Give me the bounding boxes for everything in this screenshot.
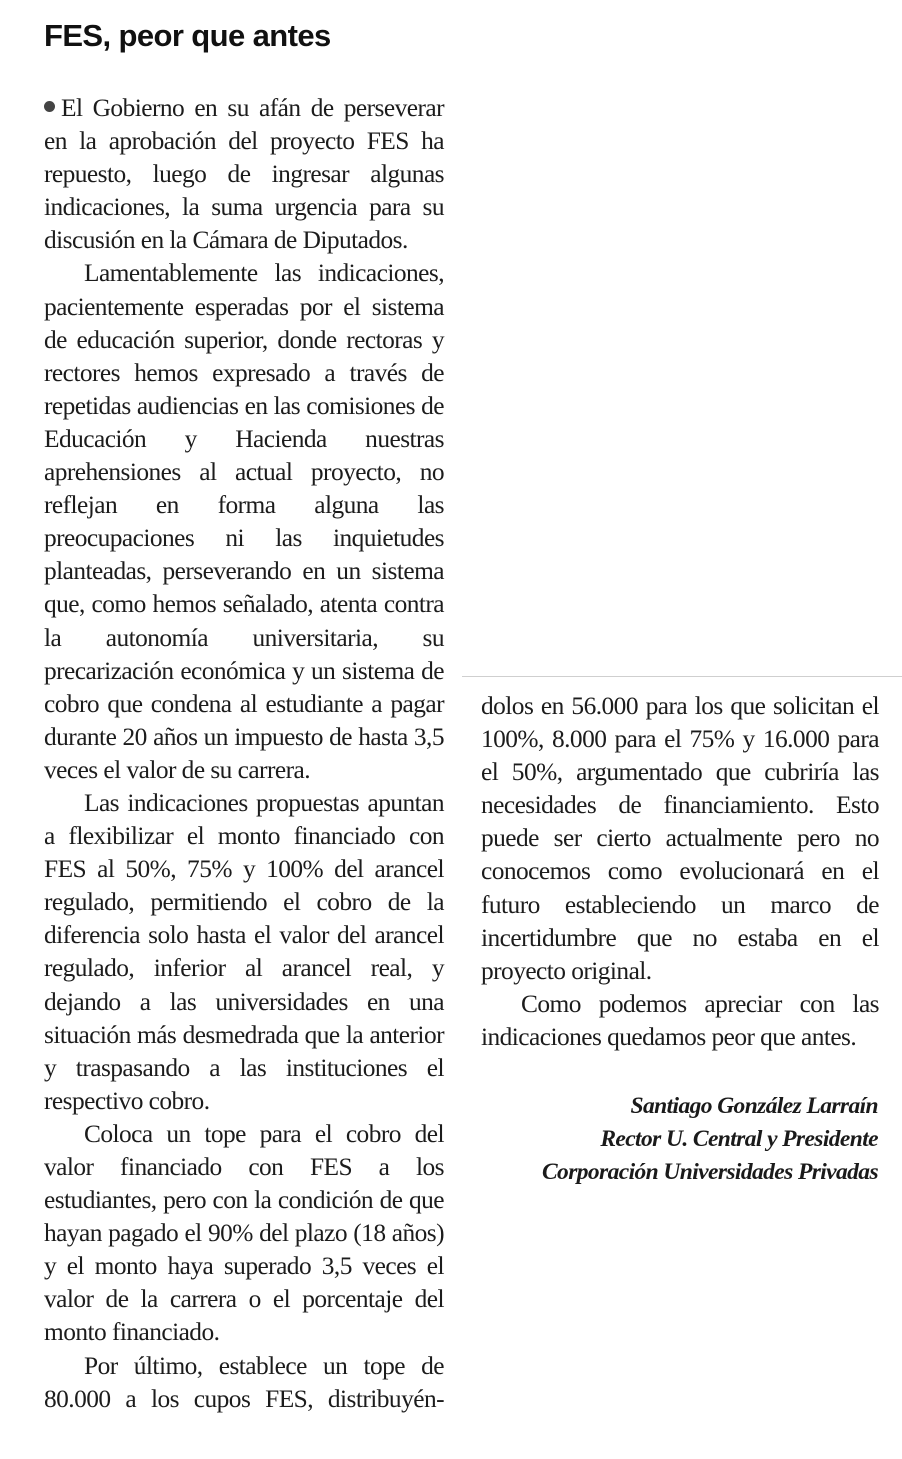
text-column-left (44, 92, 444, 1416)
author-name: Santiago González Larraín (630, 1093, 878, 1119)
text-column-right (481, 690, 879, 1054)
paragraph: Lamentablemente las indicaciones, pacientemente esperadas por el sistema de educación superior, donde rectoras y rectores hemos expresado a través de repetidas audiencias en las comisiones de Educación y Hacienda nuestras aprehensiones al actual proyecto, no reflejan en forma alguna las preocupaciones ni las inquietudes planteadas, perseverando en un sistema que, como hemos señalado, atenta contra la autonomía universitaria, su precarización económica y un sistema de cobro que condena al estudiante a pagar durante 20 años un impuesto de hasta 3,5 veces el valor de su carrera. (44, 259, 444, 784)
bullet-icon (44, 101, 55, 112)
signature-block (448, 1090, 878, 1189)
paragraph: Las indicaciones propuestas apuntan a flexibilizar el monto financiado con FES al 50%, 75% y 100% del arancel regulado, permitiendo el cobro de la diferencia solo hasta el valor del arancel regulado, inferior al arancel real, y dejando a las universidades en una situación más desmedrada que la anterior y traspasando a las instituciones el respectivo cobro. (44, 788, 444, 1115)
headline: FES, peor que antes (44, 18, 331, 53)
column-divider (462, 676, 902, 677)
paragraph: Como podemos apreciar con las indicaciones quedamos peor que antes. (481, 989, 879, 1051)
author-organization: Corporación Universidades Privadas (541, 1159, 878, 1185)
paragraph: dolos en 56.000 para los que solicitan el 100%, 8.000 para el 75% y 16.000 para el 50%, argumentado que cubriría las necesidades de financiamiento. Esto puede ser cierto actualmente pero no conocemos como evolucionará en el futuro estableciendo un marco de incertidumbre que no estaba en el proyecto original. (481, 692, 879, 985)
paragraph: Coloca un tope para el cobro del valor financiado con FES a los estudiantes, pero con la condición de que hayan pagado el 90% del plazo (18 años) y el monto haya superado 3,5 veces el valor de la carrera o el porcentaje del monto financiado. (44, 1119, 444, 1347)
paragraph: Por último, establece un tope de 80.000 a los cupos FES, distribuyén- (44, 1351, 444, 1413)
author-role: Rector U. Central y Presidente (600, 1126, 878, 1152)
paragraph: El Gobierno en su afán de perseverar en la aprobación del proyecto FES ha repuesto, luego de ingresar algunas indicaciones, la suma urgencia para su discusión en la Cámara de Diputados. (44, 94, 444, 255)
